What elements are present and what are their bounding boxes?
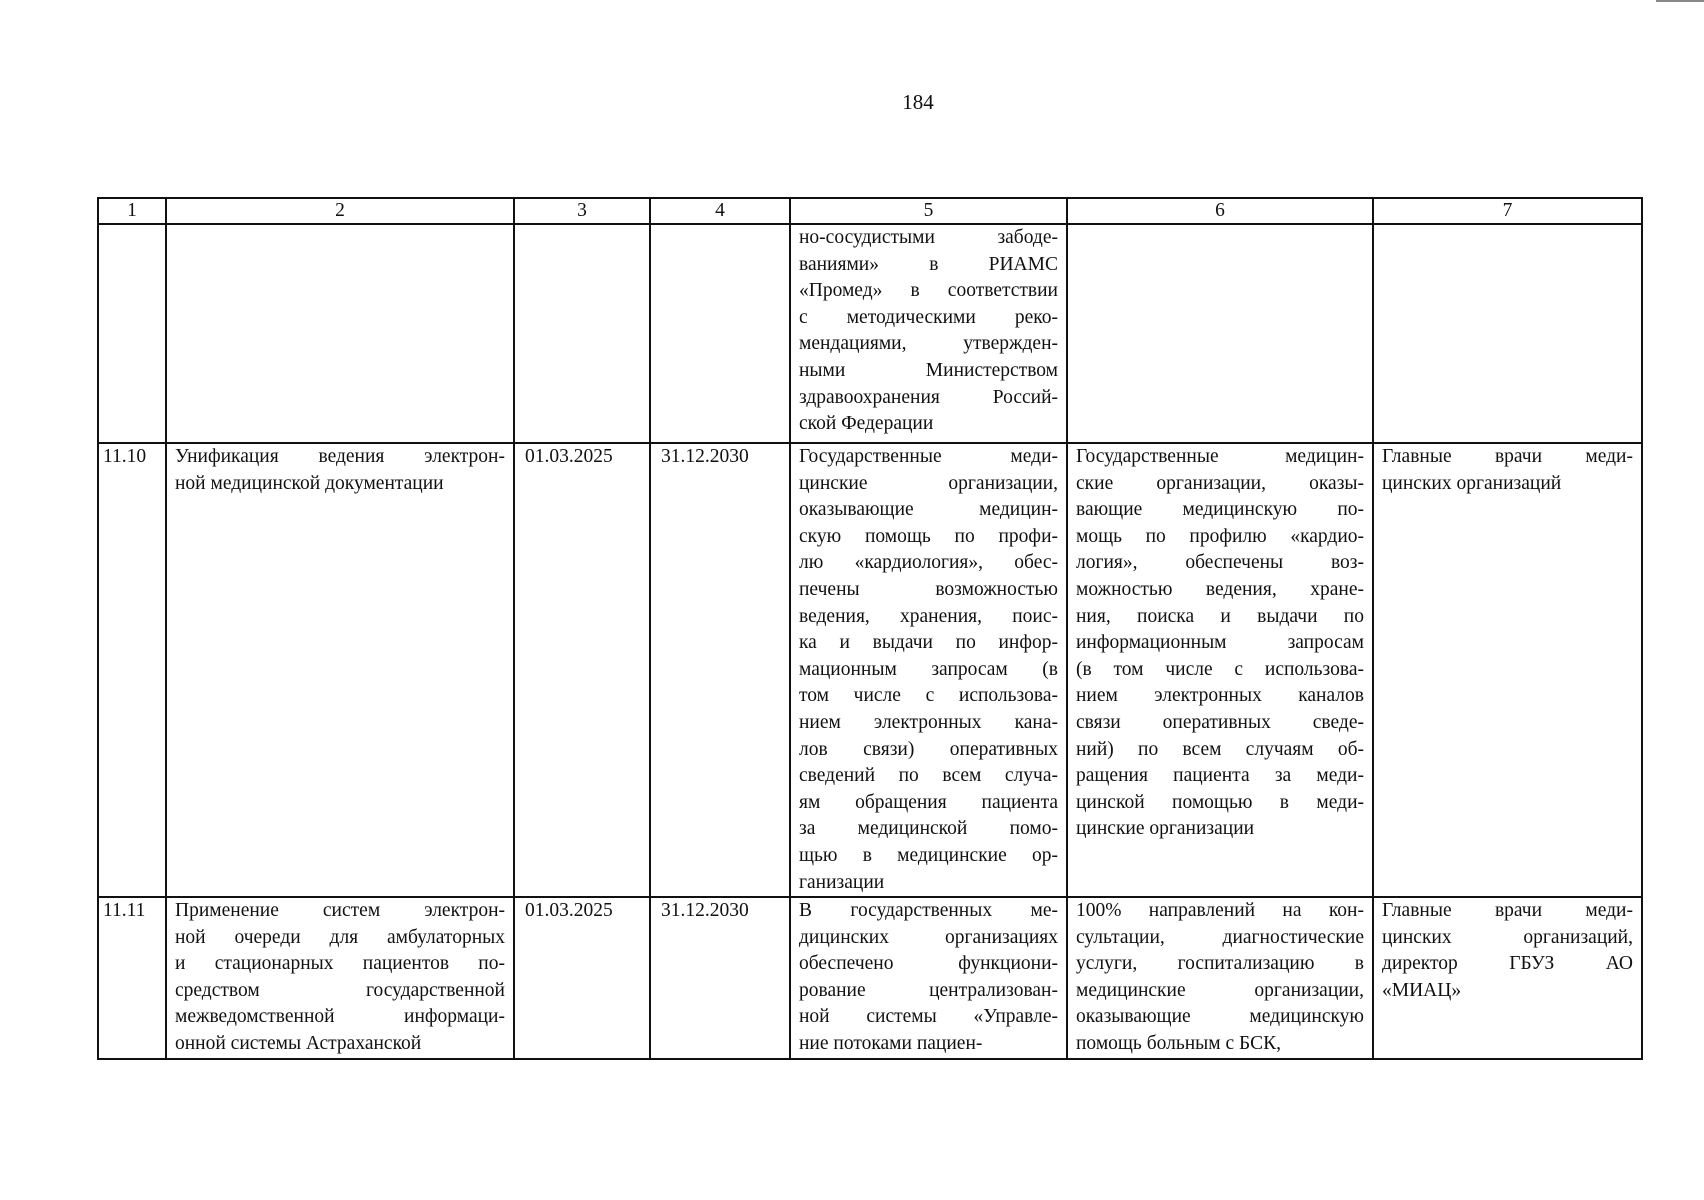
cell-line: с методическими реко- xyxy=(799,306,1058,328)
cell-line: сультации, диагностические xyxy=(1076,926,1364,948)
start-date: 01.03.2025 xyxy=(514,897,650,1059)
end-date xyxy=(650,224,790,443)
cell-line: (в том числе с использова- xyxy=(1076,658,1364,680)
cell-line: цинские организации xyxy=(1076,818,1255,840)
cell-line: ваниями» в РИАМС xyxy=(799,253,1058,275)
cell-line: ние потоками пациен- xyxy=(799,1033,983,1055)
cell-line: ка и выдачи по инфор- xyxy=(799,632,1058,654)
cell-line: связи оперативных сведе- xyxy=(1076,711,1364,733)
cell-line: «МИАЦ» xyxy=(1382,979,1462,1001)
page-number: 184 xyxy=(902,90,934,114)
cell-line: том числе с использова- xyxy=(799,685,1058,707)
cell-line: но-сосудистыми забоде- xyxy=(799,227,1058,248)
cell-line: оказывающие медицин- xyxy=(799,499,1058,521)
header-col-2: 2 xyxy=(166,198,514,224)
measure-name xyxy=(166,224,514,443)
cell-line: цинских организаций xyxy=(1382,472,1562,494)
end-date: 31.12.2030 xyxy=(650,443,790,897)
start-date xyxy=(514,224,650,443)
header-col-1: 1 xyxy=(98,198,166,224)
cell-line: сведений по всем случа- xyxy=(799,765,1058,787)
cell-line: цинской помощью в меди- xyxy=(1076,791,1364,813)
cell-line: Унификация ведения электрон- xyxy=(175,446,505,467)
cell-line: мационным запросам (в xyxy=(799,658,1058,680)
cell-line: ганизации xyxy=(799,871,885,893)
cell-line: онной системы Астраханской xyxy=(175,1033,422,1055)
end-date: 31.12.2030 xyxy=(650,897,790,1059)
cell-line: помощь больным с БСК, xyxy=(1076,1033,1281,1055)
cell-line: директор ГБУЗ АО xyxy=(1382,953,1633,975)
cell-line: мощь по профилю «кардио- xyxy=(1076,525,1364,547)
table-row xyxy=(98,443,1642,897)
expected-result xyxy=(790,224,1067,443)
header-col-7: 7 xyxy=(1373,198,1642,224)
cell-line: нием электронных каналов xyxy=(1076,685,1364,707)
cell-line: Государственные меди- xyxy=(799,446,1058,467)
cell-line: ям обращения пациента xyxy=(799,791,1058,813)
measure-name xyxy=(166,897,514,1059)
cell-line: печены возможностью xyxy=(799,578,1058,600)
cell-line: дицинских организациях xyxy=(799,926,1058,948)
cell-line: ными Министерством xyxy=(799,359,1058,381)
cell-line: цинских организаций, xyxy=(1382,926,1633,948)
cell-line: ведения, хранения, поис- xyxy=(799,605,1058,627)
cell-line: здравоохранения Россий- xyxy=(799,386,1058,408)
cell-line: 100% направлений на кон- xyxy=(1076,900,1364,922)
start-date: 01.03.2025 xyxy=(514,443,650,897)
cell-line: нием электронных кана- xyxy=(799,711,1058,733)
cell-line: информационным запросам xyxy=(1076,632,1364,654)
header-col-3: 3 xyxy=(514,198,650,224)
cell-line: межведомственной информаци- xyxy=(175,1006,505,1028)
cell-line: рование централизован- xyxy=(799,979,1058,1001)
cell-line: мендациями, утвержден- xyxy=(799,333,1058,355)
responsible xyxy=(1373,443,1642,897)
expected-result xyxy=(790,443,1067,897)
header-col-6: 6 xyxy=(1067,198,1373,224)
cell-line: ские организации, оказы- xyxy=(1076,472,1364,494)
responsible xyxy=(1373,897,1642,1059)
row-number: 11.10 xyxy=(98,443,166,897)
cell-line: ной очереди для амбулаторных xyxy=(175,926,505,948)
cell-line: ращения пациента за меди- xyxy=(1076,765,1364,787)
header-col-5: 5 xyxy=(790,198,1067,224)
measures-table xyxy=(97,197,1643,1060)
cell-line: обеспечено функциони- xyxy=(799,953,1058,975)
cell-line: можностью ведения, хране- xyxy=(1076,578,1364,600)
table-row xyxy=(98,224,1642,443)
cell-line: Государственные медицин- xyxy=(1076,446,1364,467)
cell-line: услуги, госпитализацию в xyxy=(1076,953,1364,975)
cell-line: ской Федерации xyxy=(799,413,934,435)
table-header-row xyxy=(98,198,1642,224)
cell-line: ний) по всем случаям об- xyxy=(1076,738,1364,760)
cell-line: Применение систем электрон- xyxy=(175,900,505,922)
cell-line: Главные врачи меди- xyxy=(1382,900,1633,922)
cell-line: и стационарных пациентов по- xyxy=(175,953,505,975)
row-number xyxy=(98,224,166,443)
cell-line: ния, поиска и выдачи по xyxy=(1076,605,1364,627)
indicator xyxy=(1067,224,1373,443)
cell-line: ной системы «Управле- xyxy=(799,1006,1058,1028)
expected-result xyxy=(790,897,1067,1059)
cell-line: ной медицинской документации xyxy=(175,472,444,494)
cell-line: Главные врачи меди- xyxy=(1382,446,1633,467)
cell-line: оказывающие медицинскую xyxy=(1076,1006,1364,1028)
cell-line: вающие медицинскую по- xyxy=(1076,499,1364,521)
cell-line: лов связи) оперативных xyxy=(799,738,1058,760)
cell-line: лю «кардиология», обес- xyxy=(799,552,1058,574)
cell-line: щью в медицинские ор- xyxy=(799,844,1058,866)
cell-line: средством государственной xyxy=(175,979,505,1001)
cell-line: медицинские организации, xyxy=(1076,979,1364,1001)
measure-name xyxy=(166,443,514,897)
indicator xyxy=(1067,443,1373,897)
row-number: 11.11 xyxy=(98,897,166,1059)
indicator xyxy=(1067,897,1373,1059)
cell-line: скую помощь по профи- xyxy=(799,525,1058,547)
header-col-4: 4 xyxy=(650,198,790,224)
cell-line: В государственных ме- xyxy=(799,900,1058,922)
table-row xyxy=(98,897,1642,1059)
cell-line: «Промед» в соответствии xyxy=(799,280,1058,302)
cell-line: логия», обеспечены воз- xyxy=(1076,552,1364,574)
cell-line: за медицинской помо- xyxy=(799,818,1058,840)
scan-edge-mark xyxy=(1656,0,1704,2)
responsible xyxy=(1373,224,1642,443)
cell-line: цинские организации, xyxy=(799,472,1058,494)
